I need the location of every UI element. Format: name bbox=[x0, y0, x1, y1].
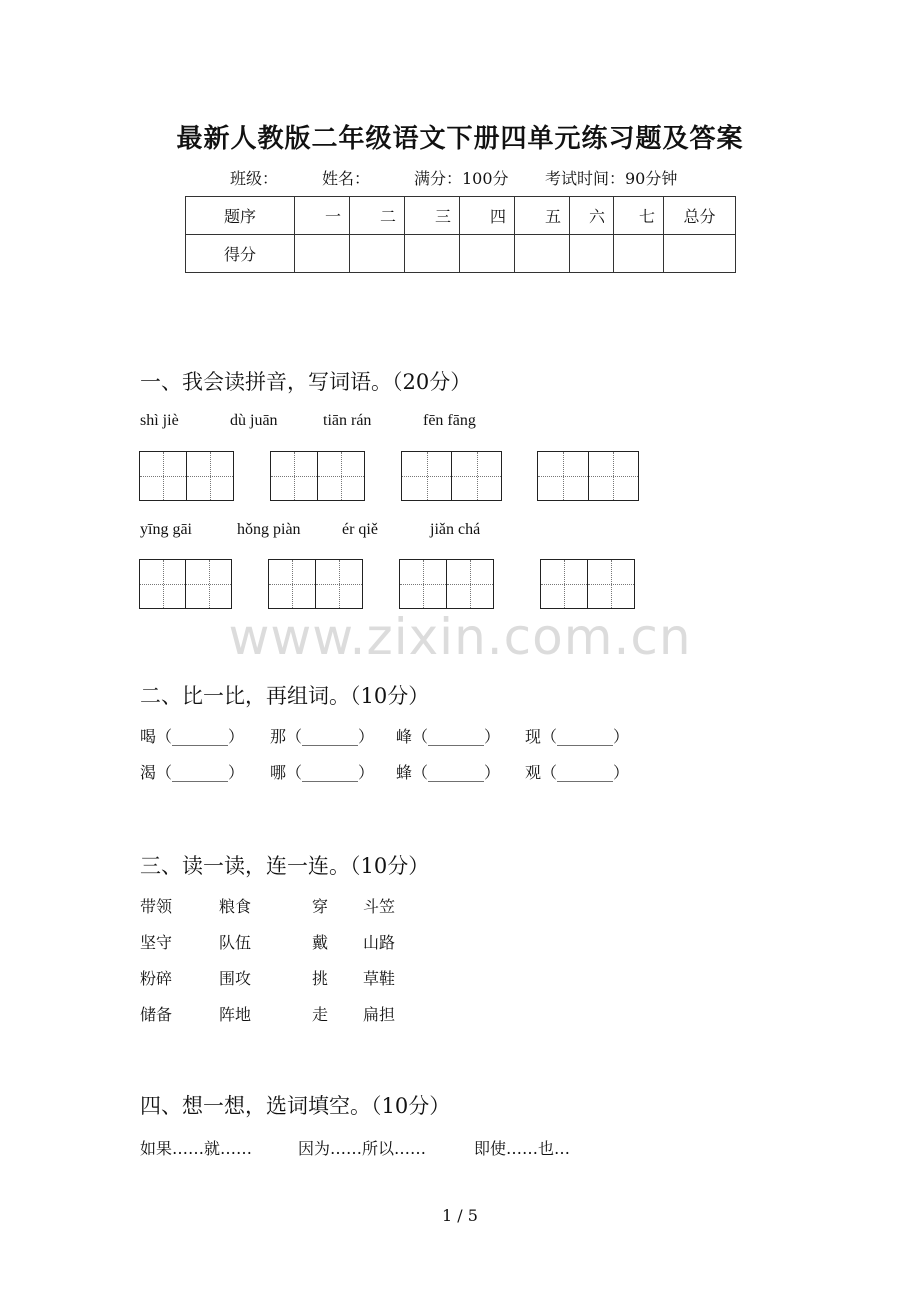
section2-heading: 二、比一比，再组词。（10分） bbox=[140, 684, 430, 708]
match-word[interactable]: 山路 bbox=[363, 933, 396, 952]
pinyin-label: dù juān bbox=[230, 412, 278, 429]
writing-grid[interactable] bbox=[139, 559, 232, 609]
compare-item[interactable]: 喝（_______） bbox=[140, 727, 245, 746]
header-cell: 六 bbox=[570, 197, 614, 235]
full-score: 满分：100分 bbox=[414, 169, 509, 188]
header-cell: 七 bbox=[614, 197, 664, 235]
header-cell: 一 bbox=[295, 197, 350, 235]
header-cell: 二 bbox=[350, 197, 405, 235]
name-label: 姓名： bbox=[322, 169, 371, 188]
match-word[interactable]: 挑 bbox=[312, 969, 329, 988]
score-cell[interactable] bbox=[515, 235, 570, 273]
score-cell[interactable] bbox=[405, 235, 460, 273]
row-label: 得分 bbox=[186, 235, 295, 273]
page-title: 最新人教版二年级语文下册四单元练习题及答案 bbox=[176, 124, 744, 154]
match-word[interactable]: 粉碎 bbox=[140, 969, 173, 988]
writing-grid[interactable] bbox=[268, 559, 363, 609]
pinyin-label: tiān rán bbox=[323, 412, 372, 429]
compare-item[interactable]: 那（_______） bbox=[270, 727, 375, 746]
score-cell[interactable] bbox=[614, 235, 664, 273]
score-cell[interactable] bbox=[570, 235, 614, 273]
conjunction-option: 因为……所以…… bbox=[298, 1139, 427, 1158]
score-cell[interactable] bbox=[295, 235, 350, 273]
compare-item[interactable]: 观（_______） bbox=[525, 763, 630, 782]
match-word[interactable]: 粮食 bbox=[219, 897, 252, 916]
match-word[interactable]: 斗笠 bbox=[363, 897, 396, 916]
score-cell[interactable] bbox=[460, 235, 515, 273]
score-table-row bbox=[186, 235, 736, 273]
score-table-header bbox=[186, 197, 736, 235]
pinyin-label: ér qiě bbox=[342, 521, 378, 538]
compare-item[interactable]: 哪（_______） bbox=[270, 763, 375, 782]
header-cell: 总分 bbox=[664, 197, 736, 235]
conjunction-option: 即使……也… bbox=[474, 1139, 571, 1158]
match-word[interactable]: 围攻 bbox=[219, 969, 252, 988]
pinyin-label: fēn fāng bbox=[423, 412, 476, 429]
watermark: www.zixin.com.cn bbox=[228, 608, 692, 666]
compare-item[interactable]: 蜂（_______） bbox=[396, 763, 501, 782]
conjunction-option: 如果……就…… bbox=[140, 1139, 253, 1158]
pinyin-label: hǒng piàn bbox=[237, 521, 301, 538]
compare-item[interactable]: 现（_______） bbox=[525, 727, 630, 746]
score-cell[interactable] bbox=[664, 235, 736, 273]
match-word[interactable]: 队伍 bbox=[219, 933, 252, 952]
pinyin-label: yīng gāi bbox=[140, 521, 192, 538]
writing-grid[interactable] bbox=[540, 559, 635, 609]
writing-grid[interactable] bbox=[270, 451, 365, 501]
match-word[interactable]: 储备 bbox=[140, 1005, 173, 1024]
class-label: 班级： bbox=[230, 169, 279, 188]
match-word[interactable]: 戴 bbox=[312, 933, 329, 952]
exam-time: 考试时间：90分钟 bbox=[545, 169, 678, 188]
match-word[interactable]: 走 bbox=[312, 1005, 329, 1024]
section3-heading: 三、读一读，连一连。（10分） bbox=[140, 854, 430, 878]
header-cell: 三 bbox=[405, 197, 460, 235]
writing-grid[interactable] bbox=[537, 451, 639, 501]
compare-item[interactable]: 峰（_______） bbox=[396, 727, 501, 746]
match-word[interactable]: 草鞋 bbox=[363, 969, 396, 988]
page-number: 1 / 5 bbox=[442, 1206, 478, 1225]
match-word[interactable]: 坚守 bbox=[140, 933, 173, 952]
section1-heading: 一、我会读拼音，写词语。（20分） bbox=[140, 370, 472, 394]
match-word[interactable]: 扁担 bbox=[363, 1005, 396, 1024]
section4-heading: 四、想一想，选词填空。（10分） bbox=[140, 1094, 451, 1118]
writing-grid[interactable] bbox=[399, 559, 494, 609]
compare-item[interactable]: 渴（_______） bbox=[140, 763, 245, 782]
writing-grid[interactable] bbox=[401, 451, 502, 501]
match-word[interactable]: 穿 bbox=[312, 897, 329, 916]
match-word[interactable]: 阵地 bbox=[219, 1005, 252, 1024]
header-cell: 五 bbox=[515, 197, 570, 235]
writing-grid[interactable] bbox=[139, 451, 234, 501]
pinyin-label: jiǎn chá bbox=[430, 521, 481, 538]
pinyin-label: shì jiè bbox=[140, 412, 179, 429]
match-word[interactable]: 带领 bbox=[140, 897, 173, 916]
score-table bbox=[185, 196, 736, 273]
header-cell: 题序 bbox=[186, 197, 295, 235]
score-cell[interactable] bbox=[350, 235, 405, 273]
header-cell: 四 bbox=[460, 197, 515, 235]
